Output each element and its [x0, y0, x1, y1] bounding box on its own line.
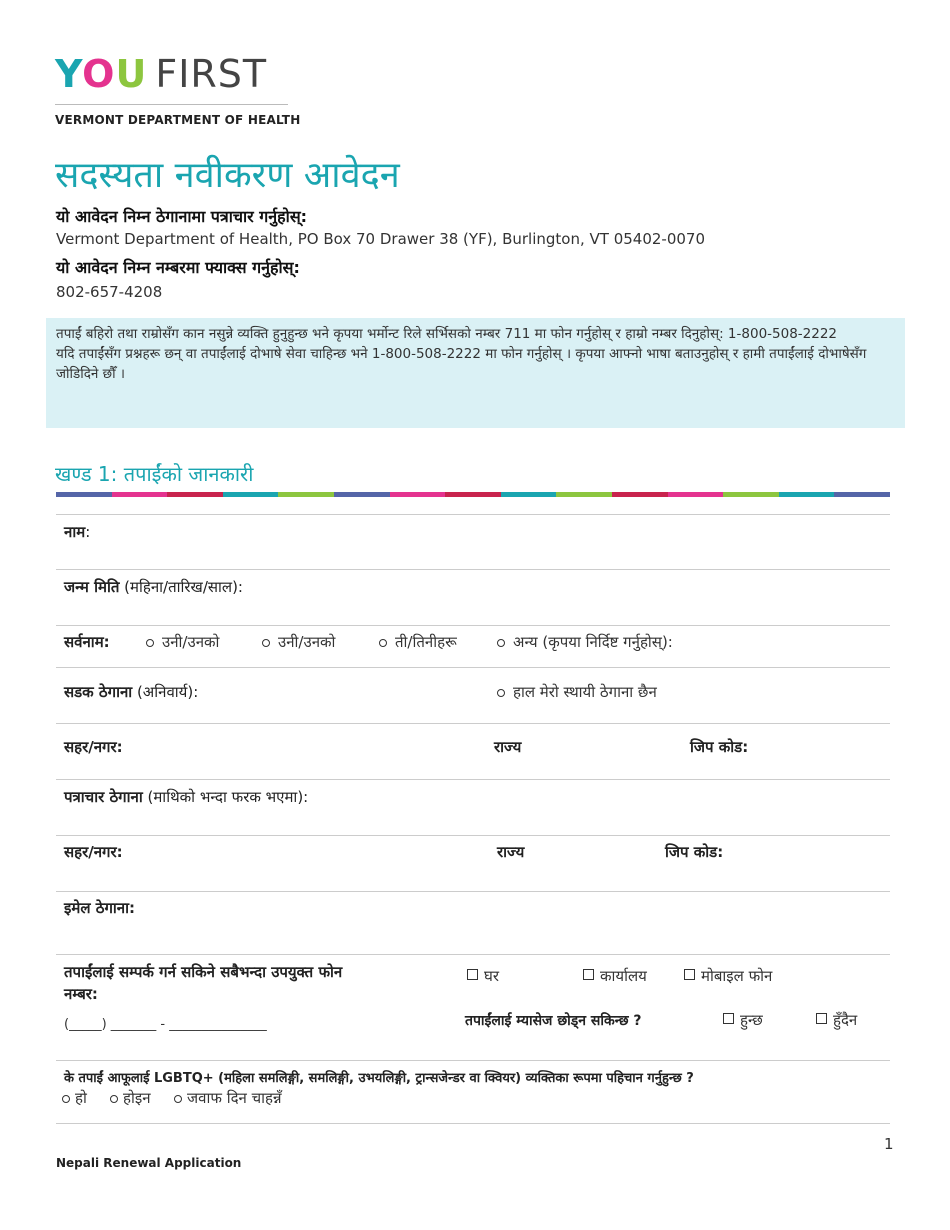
row-divider — [56, 1060, 890, 1061]
page-title: सदस्यता नवीकरण आवेदन — [55, 155, 400, 196]
section-color-stripe — [56, 492, 890, 497]
page-number: 1 — [884, 1135, 894, 1153]
stripe-segment — [56, 492, 112, 497]
lgbtq-option-label: होइन — [123, 1089, 151, 1107]
lgbtq-option-yes[interactable] — [62, 1088, 87, 1108]
fax-number: 802-657-4208 — [56, 283, 163, 301]
checkbox-icon — [684, 969, 695, 980]
stripe-segment — [556, 492, 612, 497]
row-divider — [56, 954, 890, 955]
footer-doc-name: Nepali Renewal Application — [56, 1156, 242, 1170]
info-box — [46, 318, 905, 428]
stripe-segment — [167, 492, 223, 497]
pronoun-option-3[interactable] — [379, 632, 457, 652]
zip-field[interactable]: जिप कोड: — [690, 738, 749, 756]
logo-divider — [55, 104, 288, 105]
mailing-label: पत्राचार ठेगाना — [64, 788, 143, 806]
pronoun-label: सर्वनाम: — [64, 633, 110, 651]
lgbtq-question: के तपाईं आफूलाई LGBTQ+ (महिला समलिङ्गी, समलिङ्गी, उभयलिङ्गी, ट्रान्सजेन्डर वा क्वियर) व्यक्तिका रूपमा पहिचान गर्नुहुन्छ ? — [64, 1071, 694, 1086]
email-field[interactable]: इमेल ठेगाना: — [64, 899, 135, 917]
dob-hint: (महिना/तारिख/साल): — [119, 578, 243, 596]
pronoun-option-label: अन्य (कृपया निर्दिष्ट गर्नुहोस्): — [513, 633, 673, 651]
pronoun-option-label: उनी/उनको — [278, 633, 336, 651]
radio-icon — [174, 1095, 182, 1103]
row-divider — [56, 835, 890, 836]
stripe-segment — [501, 492, 557, 497]
stripe-segment — [445, 492, 501, 497]
mailing-state-field[interactable]: राज्य — [497, 843, 525, 861]
row-divider — [56, 625, 890, 626]
name-field[interactable] — [64, 522, 90, 542]
phone-type-home[interactable] — [467, 966, 499, 986]
no-address-label: हाल मेरो स्थायी ठेगाना छैन — [513, 683, 657, 701]
fax-heading: यो आवेदन निम्न नम्बरमा फ्याक्स गर्नुहोस्: — [56, 258, 300, 277]
stripe-segment — [723, 492, 779, 497]
row-divider — [56, 891, 890, 892]
logo-you — [55, 52, 147, 96]
street-hint: (अनिवार्य): — [132, 683, 199, 701]
radio-icon — [497, 689, 505, 697]
mailing-address-field[interactable] — [64, 787, 308, 807]
street-label: सडक ठेगाना — [64, 683, 133, 701]
phone-type-office[interactable] — [583, 966, 647, 986]
dob-field[interactable] — [64, 577, 243, 597]
phone-type-label: मोबाइल फोन — [701, 967, 773, 985]
lgbtq-option-no[interactable] — [110, 1088, 151, 1108]
no-address-option[interactable] — [497, 682, 657, 702]
mailing-hint: (माथिको भन्दा फरक भएमा): — [142, 788, 309, 806]
leave-message-yes[interactable] — [723, 1010, 763, 1030]
logo-letter-o: O — [82, 52, 116, 96]
phone-type-mobile[interactable] — [684, 966, 772, 986]
stripe-segment — [834, 492, 890, 497]
section-title: खण्ड 1: तपाईंको जानकारी — [55, 462, 254, 486]
logo-first: FIRST — [155, 52, 268, 96]
stripe-segment — [334, 492, 390, 497]
street-address-field[interactable] — [64, 682, 198, 702]
checkbox-icon — [467, 969, 478, 980]
radio-icon — [262, 639, 270, 647]
row-divider — [56, 723, 890, 724]
checkbox-icon — [583, 969, 594, 980]
checkbox-icon — [816, 1013, 827, 1024]
logo — [55, 52, 301, 127]
state-field[interactable]: राज्य — [494, 738, 522, 756]
logo-letter-y: Y — [55, 52, 83, 96]
stripe-segment — [390, 492, 446, 497]
row-divider — [56, 514, 890, 515]
leave-message-question: तपाईंलाई म्यासेज छोड्न सकिन्छ ? — [465, 1013, 642, 1029]
pronoun-option-label: ती/तिनीहरू — [395, 633, 457, 651]
mail-heading: यो आवेदन निम्न ठेगानामा पत्राचार गर्नुहोस्: — [56, 207, 308, 226]
phone-label-line1: तपाईंलाई सम्पर्क गर्न सकिने सबैभन्दा उपयुक्त फोन — [64, 963, 343, 981]
lgbtq-option-label: जवाफ दिन चाहन्नँ — [187, 1089, 282, 1107]
pronoun-option-2[interactable] — [262, 632, 335, 652]
row-divider — [56, 569, 890, 570]
lgbtq-option-decline[interactable] — [174, 1088, 282, 1108]
logo-wordmark — [55, 52, 290, 96]
lgbtq-option-label: हो — [75, 1089, 87, 1107]
row-divider — [56, 779, 890, 780]
logo-letter-u: U — [115, 52, 148, 96]
radio-icon — [62, 1095, 70, 1103]
row-divider — [56, 667, 890, 668]
stripe-segment — [278, 492, 334, 497]
mailing-city-field[interactable]: सहर/नगर: — [64, 843, 123, 861]
stripe-segment — [668, 492, 724, 497]
dob-label: जन्म मिति — [64, 578, 120, 596]
interpreter-note: यदि तपाईंसँग प्रश्नहरू छन् वा तपाईंलाई दोभाषे सेवा चाहिन्छ भने 1-800-508-2222 मा फोन गर्नुहोस् । कृपया आफ्नो भाषा बताउनुहोस् र हामी तपाईंलाई दोभाषेसँग जोडिदिने छौँ । — [56, 346, 867, 382]
radio-icon — [146, 639, 154, 647]
radio-icon — [110, 1095, 118, 1103]
info-box-text — [56, 324, 896, 384]
phone-type-label: घर — [484, 967, 500, 985]
pronoun-option-1[interactable] — [146, 632, 219, 652]
leave-message-yes-label: हुन्छ — [740, 1011, 763, 1029]
name-label: नाम — [64, 523, 86, 541]
phone-number-field[interactable]: (_____) _______ - _______________ — [64, 1017, 267, 1032]
checkbox-icon — [723, 1013, 734, 1024]
city-field[interactable]: सहर/नगर: — [64, 738, 123, 756]
pronoun-option-label: उनी/उनको — [162, 633, 220, 651]
phone-label-line2: नम्बर: — [64, 985, 98, 1003]
stripe-segment — [112, 492, 168, 497]
leave-message-no[interactable] — [816, 1010, 857, 1030]
stripe-segment — [779, 492, 835, 497]
leave-message-no-label: हुँदैन — [833, 1011, 858, 1029]
stripe-segment — [223, 492, 279, 497]
row-divider — [56, 1123, 890, 1124]
mailing-zip-field[interactable]: जिप कोड: — [665, 843, 724, 861]
radio-icon — [379, 639, 387, 647]
logo-department: VERMONT DEPARTMENT OF HEALTH — [55, 113, 301, 127]
pronoun-option-other[interactable] — [497, 632, 673, 652]
phone-type-label: कार्यालय — [600, 967, 647, 985]
stripe-segment — [612, 492, 668, 497]
relay-service-note: तपाईं बहिरो तथा राम्रोसँग कान नसुन्ने व्यक्ति हुनुहुन्छ भने कृपया भर्मोन्ट रिले सर्भिसको नम्बर 711 मा फोन गर्नुहोस् र हाम्रो नम्बर दिनुहोस्: 1-800-508-2222 — [56, 326, 838, 342]
mail-address: Vermont Department of Health, PO Box 70 Drawer 38 (YF), Burlington, VT 05402-0070 — [56, 230, 706, 248]
radio-icon — [497, 639, 505, 647]
name-colon: : — [85, 523, 91, 541]
